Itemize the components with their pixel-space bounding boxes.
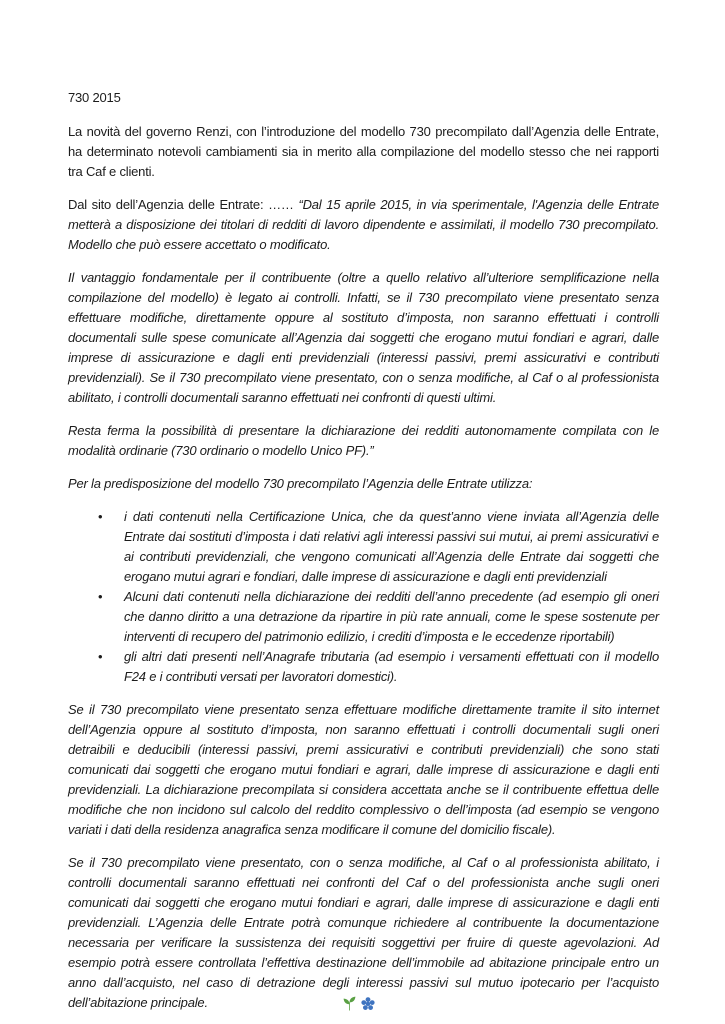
quote-body-text: “Dal 15 aprile 2015, in via sperimentale, l'Agenzia delle Entrate metterà a disposizione dei titolari di redditi di lavoro dipendente e assimilati, il modello 730 precompilato. Modello che può essere accettato o modificato. — [68, 197, 659, 252]
paragraph-resta-ferma: Resta ferma la possibilità di presentare la dichiarazione dei redditi autonomamente compilata con le modalità ordinarie (730 ordinario o modello Unico PF).” — [68, 423, 659, 458]
list-item — [68, 507, 659, 587]
list-item — [68, 587, 659, 647]
paragraph-intro: La novità del governo Renzi, con l’introduzione del modello 730 precompilato dall’Agenzia delle Entrate, ha determinato notevoli cambiamenti sia in merito alla compilazione del modello stesso che nei rapporti tra Caf e clienti. — [68, 124, 659, 179]
paragraph-advantage: Il vantaggio fondamentale per il contribuente (oltre a quello relativo all’ulteriore semplificazione nella compilazione del modello) è legato ai controlli. Infatti, se il 730 precompilato viene presentato senza effettuare modifiche, direttamente oppure al sostituto d’imposta, non saranno effettuati i controlli documentali sulle spese comunicate all’Agenzia dai soggetti che erogano mutui fondiari e agrari, dalle imprese di assicurazione e dagli enti previdenziali (interessi passivi, premi assicurativi e contributi previdenziali). Se il 730 precompilato viene presentato, con o senza modifiche, al Caf o al professionista abilitato, i controlli documentali saranno effettuati nei confronti di questi ultimi. — [68, 270, 659, 405]
page-title: 730 2015 — [68, 90, 121, 105]
document-body — [68, 88, 659, 1024]
bullet-icon: • — [98, 649, 103, 664]
footer-icons — [343, 996, 375, 1011]
blue-flower-icon — [361, 997, 375, 1011]
data-sources-list — [68, 507, 659, 687]
green-leaf-icon — [343, 996, 356, 1011]
quote-lead-text: Dal sito dell’Agenzia delle Entrate: …… — [68, 197, 299, 212]
paragraph-controlli-caf: Se il 730 precompilato viene presentato, con o senza modifiche, al Caf o al professionista abilitato, i controlli documentali saranno effettuati nei confronti del Caf o del professionista anche sugli oneri comunicati dai soggetti che erogano mutui fondiari e agrari, dalle imprese di assicurazione e dagli enti previdenziali. L’Agenzia delle Entrate potrà comunque richiedere al contribuente la documentazione necessaria per verificare la sussistenza dei requisiti soggettivi per fruire di queste agevolazioni. Ad esempio potrà essere controllata l’effettiva destinazione dell’immobile ad abitazione principale entro un anno dall’acquisto, nel caso di detrazione degli interessi passivi sul mutuo ipotecario per l’acquisto dell’abitazione principale. — [68, 855, 659, 1010]
paragraph-predisposizione: Per la predisposizione del modello 730 precompilato l’Agenzia delle Entrate utilizza: — [68, 476, 533, 491]
list-item-text: Alcuni dati contenuti nella dichiarazione dei redditi dell’anno precedente (ad esempio gli oneri che danno diritto a una detrazione da ripartire in più rate annuali, come le spese sostenute per interventi di recupero del patrimonio edilizio, i crediti d’imposta e le eccedenze riportabili) — [124, 589, 659, 644]
list-item-text: gli altri dati presenti nell’Anagrafe tributaria (ad esempio i versamenti effettuati con il modello F24 e i contributi versati per lavoratori domestici). — [124, 649, 659, 684]
paragraph-controlli-sito: Se il 730 precompilato viene presentato senza effettuare modifiche direttamente tramite il sito internet dell’Agenzia oppure al sostituto d’imposta, non saranno effettuati i controlli documentali sugli oneri detraibili e deducibili (interessi passivi, premi assicurativi e contributi previdenziali) che sono stati comunicati dai soggetti che erogano mutui fondiari e agrari, dalle imprese di assicurazione e dagli enti previdenziali. La dichiarazione precompilata si considera accettata anche se il contribuente effettua delle modifiche che non incidono sul calcolo del reddito complessivo o dell’imposta (ad esempio se vengono variati i dati della residenza anagrafica senza modificare il comune del domicilio fiscale). — [68, 702, 659, 837]
list-item — [68, 647, 659, 687]
list-item-text: i dati contenuti nella Certificazione Unica, che da quest’anno viene inviata all’Agenzia delle Entrate dai sostituti d’imposta i dati relativi agli interessi passivi sui mutui, ai premi assicurativi e ai contributi previdenziali, che vengono comunicati all’Agenzia delle Entrate dai soggetti che erogano mutui agrari e fondiari, dalle imprese di assicurazione e dagli enti previdenziali — [124, 509, 659, 584]
bullet-icon: • — [98, 509, 103, 524]
paragraph-agency-quote — [68, 195, 659, 255]
bullet-icon: • — [98, 589, 103, 604]
